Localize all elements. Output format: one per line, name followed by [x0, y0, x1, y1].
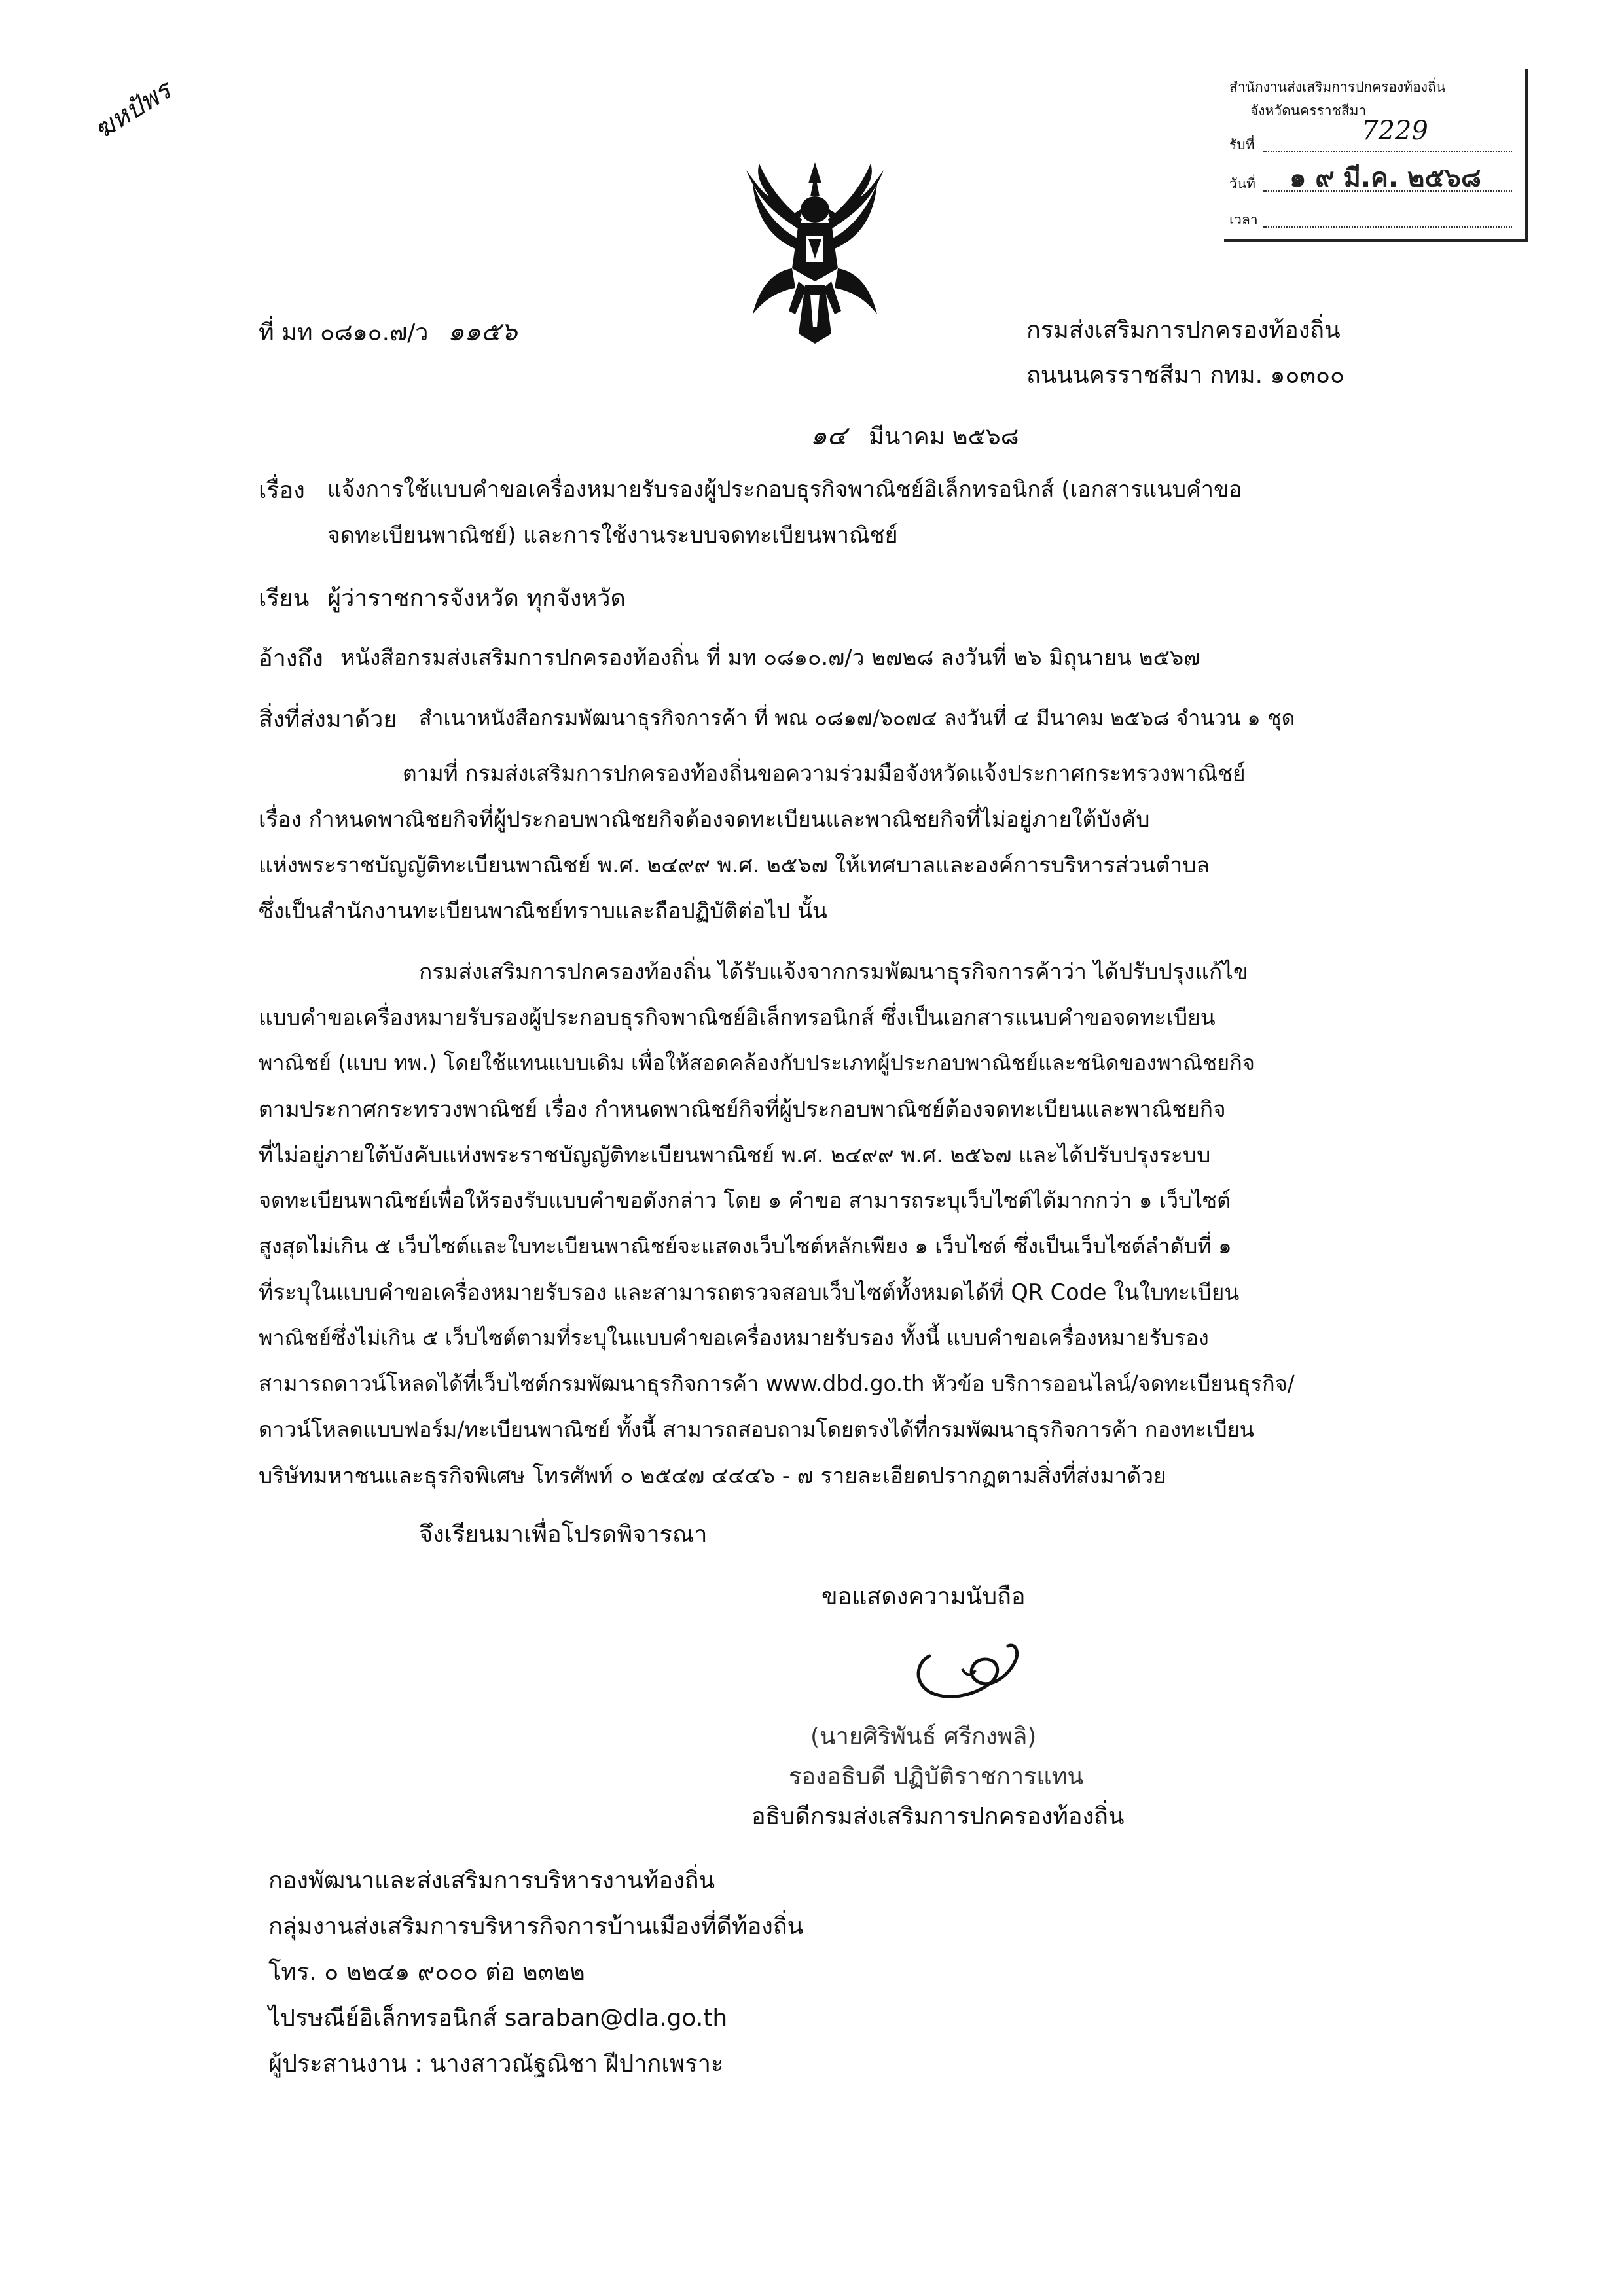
subject-line-2: จดทะเบียนพาณิชย์) และการใช้งานระบบจดทะเบียนพาณิชย์ [327, 522, 898, 548]
agency-name: กรมส่งเสริมการปกครองท้องถิ่น [1026, 317, 1341, 344]
enclosure-label: สิ่งที่ส่งมาด้วย [259, 706, 397, 733]
paragraph-1-line: ตามที่ กรมส่งเสริมการปกครองท้องถิ่นขอความร่วมมือจังหวัดแจ้งประกาศกระทรวงพาณิชย์ [403, 761, 1246, 786]
stamp-time-label: เวลา [1229, 212, 1258, 228]
paragraph-2-line: แบบคำขอเครื่องหมายรับรองผู้ประกอบธุรกิจพาณิชย์อิเล็กทรอนิกส์ ซึ่งเป็นเอกสารแนบคำขอจดทะเบียน [259, 1005, 1216, 1030]
closing-request: จึงเรียนมาเพื่อโปรดพิจารณา [419, 1521, 708, 1548]
to-label: เรียน [259, 585, 310, 612]
doc-number-printed: ที่ มท ๐๘๑๐.๗/ว [259, 319, 429, 346]
signature-mark [903, 1630, 1034, 1708]
date-day: ๑๔ [810, 421, 847, 451]
stamp-date-label: วันที่ [1229, 176, 1255, 192]
paragraph-2-line: พาณิชย์ (แบบ ทพ.) โดยใช้แทนแบบเดิม เพื่อให้สอดคล้องกับประเภทผู้ประกอบพาณิชย์และชนิดของพาณิชยกิจ [259, 1050, 1255, 1075]
stamp-office: สำนักงานส่งเสริมการปกครองท้องถิ่น [1229, 79, 1446, 95]
footer-coordinator: ผู้ประสานงาน : นางสาวณัฐณิชา ฝีปากเพราะ [268, 2051, 724, 2077]
paragraph-2-line: บริษัทมหาชนและธุรกิจพิเศษ โทรศัพท์ ๐ ๒๕๔๗ ๔๔๔๖ - ๗ รายละเอียดปรากฏตามสิ่งที่ส่งมาด้วย [259, 1463, 1166, 1488]
reference-label: อ้างถึง [259, 645, 323, 672]
paragraph-2-line: สูงสุดไม่เกิน ๕ เว็บไซต์และใบทะเบียนพาณิชย์จะแสดงเว็บไซต์หลักเพียง ๑ เว็บไซต์ ซึ่งเป็นเว็บไซต์ลำดับที่ ๑ [259, 1234, 1232, 1259]
footer-group: กลุ่มงานส่งเสริมการบริหารกิจการบ้านเมืองที่ดีท้องถิ่น [268, 1913, 804, 1940]
paragraph-2-line: ตามประกาศกระทรวงพาณิชย์ เรื่อง กำหนดพาณิชย์กิจที่ผู้ประกอบพาณิชย์ต้องจดทะเบียนและพาณิชยกิจ [259, 1096, 1226, 1122]
paragraph-2-line: พาณิชย์ซึ่งไม่เกิน ๕ เว็บไซต์ตามที่ระบุในแบบคำขอเครื่องหมายรับรอง ทั้งนี้ แบบคำขอเครื่องหมายรับรอง [259, 1325, 1209, 1350]
corner-handwriting: ฆหปัพร [88, 75, 177, 146]
subject-line-1: แจ้งการใช้แบบคำขอเครื่องหมายรับรองผู้ประกอบธุรกิจพาณิชย์อิเล็กทรอนิกส์ (เอกสารแนบคำขอ [327, 476, 1242, 503]
paragraph-2-line: ที่ระบุในแบบคำขอเครื่องหมายรับรอง และสามารถตรวจสอบเว็บไซต์ทั้งหมดได้ที่ QR Code ในใบทะเบียน [259, 1280, 1240, 1305]
enclosure-value: สำเนาหนังสือกรมพัฒนาธุรกิจการค้า ที่ พณ ๐๘๑๗/๖๐๗๔ ลงวันที่ ๔ มีนาคม ๒๕๖๘ จำนวน ๑ ชุด [419, 706, 1295, 730]
to-value: ผู้ว่าราชการจังหวัด ทุกจังหวัด [327, 585, 626, 612]
footer-division: กองพัฒนาและส่งเสริมการบริหารงานท้องถิ่น [268, 1867, 715, 1894]
subject-label: เรื่อง [259, 477, 305, 504]
paragraph-1-line: เรื่อง กำหนดพาณิชยกิจที่ผู้ประกอบพาณิชยกิจต้องจดทะเบียนและพาณิชยกิจที่ไม่อยู่ภายใต้บังคับ [259, 806, 1150, 832]
footer-phone: โทร. ๐ ๒๒๔๑ ๙๐๐๐ ต่อ ๒๓๒๒ [268, 1959, 585, 1986]
doc-number [259, 316, 517, 348]
closing-salutation: ขอแสดงความนับถือ [821, 1583, 1026, 1610]
signature-title-1: รองอธิบดี ปฏิบัติราชการแทน [789, 1763, 1083, 1790]
paragraph-2-line: กรมส่งเสริมการปกครองท้องถิ่น ได้รับแจ้งจากกรมพัฒนาธุรกิจการค้าว่า ได้ปรับปรุงแก้ไข [419, 959, 1248, 984]
stamp-province: จังหวัดนครราชสีมา [1250, 103, 1367, 118]
paragraph-2-line: ดาวน์โหลดแบบฟอร์ม/ทะเบียนพาณิชย์ ทั้งนี้ สามารถสอบถามโดยตรงได้ที่กรมพัฒนาธุรกิจการค้า กองทะเบียน [259, 1417, 1254, 1442]
agency-address: ถนนนครราชสีมา กทม. ๑๐๓๐๐ [1026, 362, 1344, 389]
paragraph-2-line: สามารถดาวน์โหลดได้ที่เว็บไซต์กรมพัฒนาธุรกิจการค้า www.dbd.go.th หัวข้อ บริการออนไลน์/จดทะเบียนธุรกิจ/ [259, 1371, 1295, 1396]
stamp-no-label: รับที่ [1229, 137, 1255, 152]
reference-value: หนังสือกรมส่งเสริมการปกครองท้องถิ่น ที่ มท ๐๘๑๐.๗/ว ๒๗๒๘ ลงวันที่ ๒๖ มิถุนายน ๒๕๖๗ [340, 645, 1200, 670]
doc-number-handwritten: ๑๑๕๖ [447, 317, 518, 347]
paragraph-1-line: แห่งพระราชบัญญัติทะเบียนพาณิชย์ พ.ศ. ๒๔๙๙ พ.ศ. ๒๕๖๗ ให้เทศบาลและองค์การบริหารส่วนตำบล [259, 852, 1210, 878]
letter-date [810, 420, 1019, 452]
paragraph-2-line: จดทะเบียนพาณิชย์เพื่อให้รองรับแบบคำขอดังกล่าว โดย ๑ คำขอ สามารถระบุเว็บไซต์ได้มากกว่า ๑ เว็บไซต์ [259, 1188, 1231, 1213]
receipt-stamp [1224, 69, 1528, 242]
date-month-year: มีนาคม ๒๕๖๘ [869, 423, 1019, 450]
stamp-date-value: ๑ ๙ มี.ค. ๒๕๖๘ [1290, 163, 1481, 193]
garuda-emblem [733, 157, 897, 347]
signature-name: (นายศิริพันธ์ ศรีกงพลิ) [810, 1723, 1037, 1750]
footer-email: ไปรษณีย์อิเล็กทรอนิกส์ saraban@dla.go.th [268, 2005, 728, 2032]
paragraph-1-line: ซึ่งเป็นสำนักงานทะเบียนพาณิชย์ทราบและถือปฏิบัติต่อไป นั้น [259, 898, 827, 924]
stamp-no-value: 7229 [1362, 116, 1428, 146]
paragraph-2-line: ที่ไม่อยู่ภายใต้บังคับแห่งพระราชบัญญัติทะเบียนพาณิชย์ พ.ศ. ๒๔๙๙ พ.ศ. ๒๕๖๗ และได้ปรับปรุงระบบ [259, 1142, 1211, 1168]
signature-title-2: อธิบดีกรมส่งเสริมการปกครองท้องถิ่น [751, 1803, 1125, 1830]
